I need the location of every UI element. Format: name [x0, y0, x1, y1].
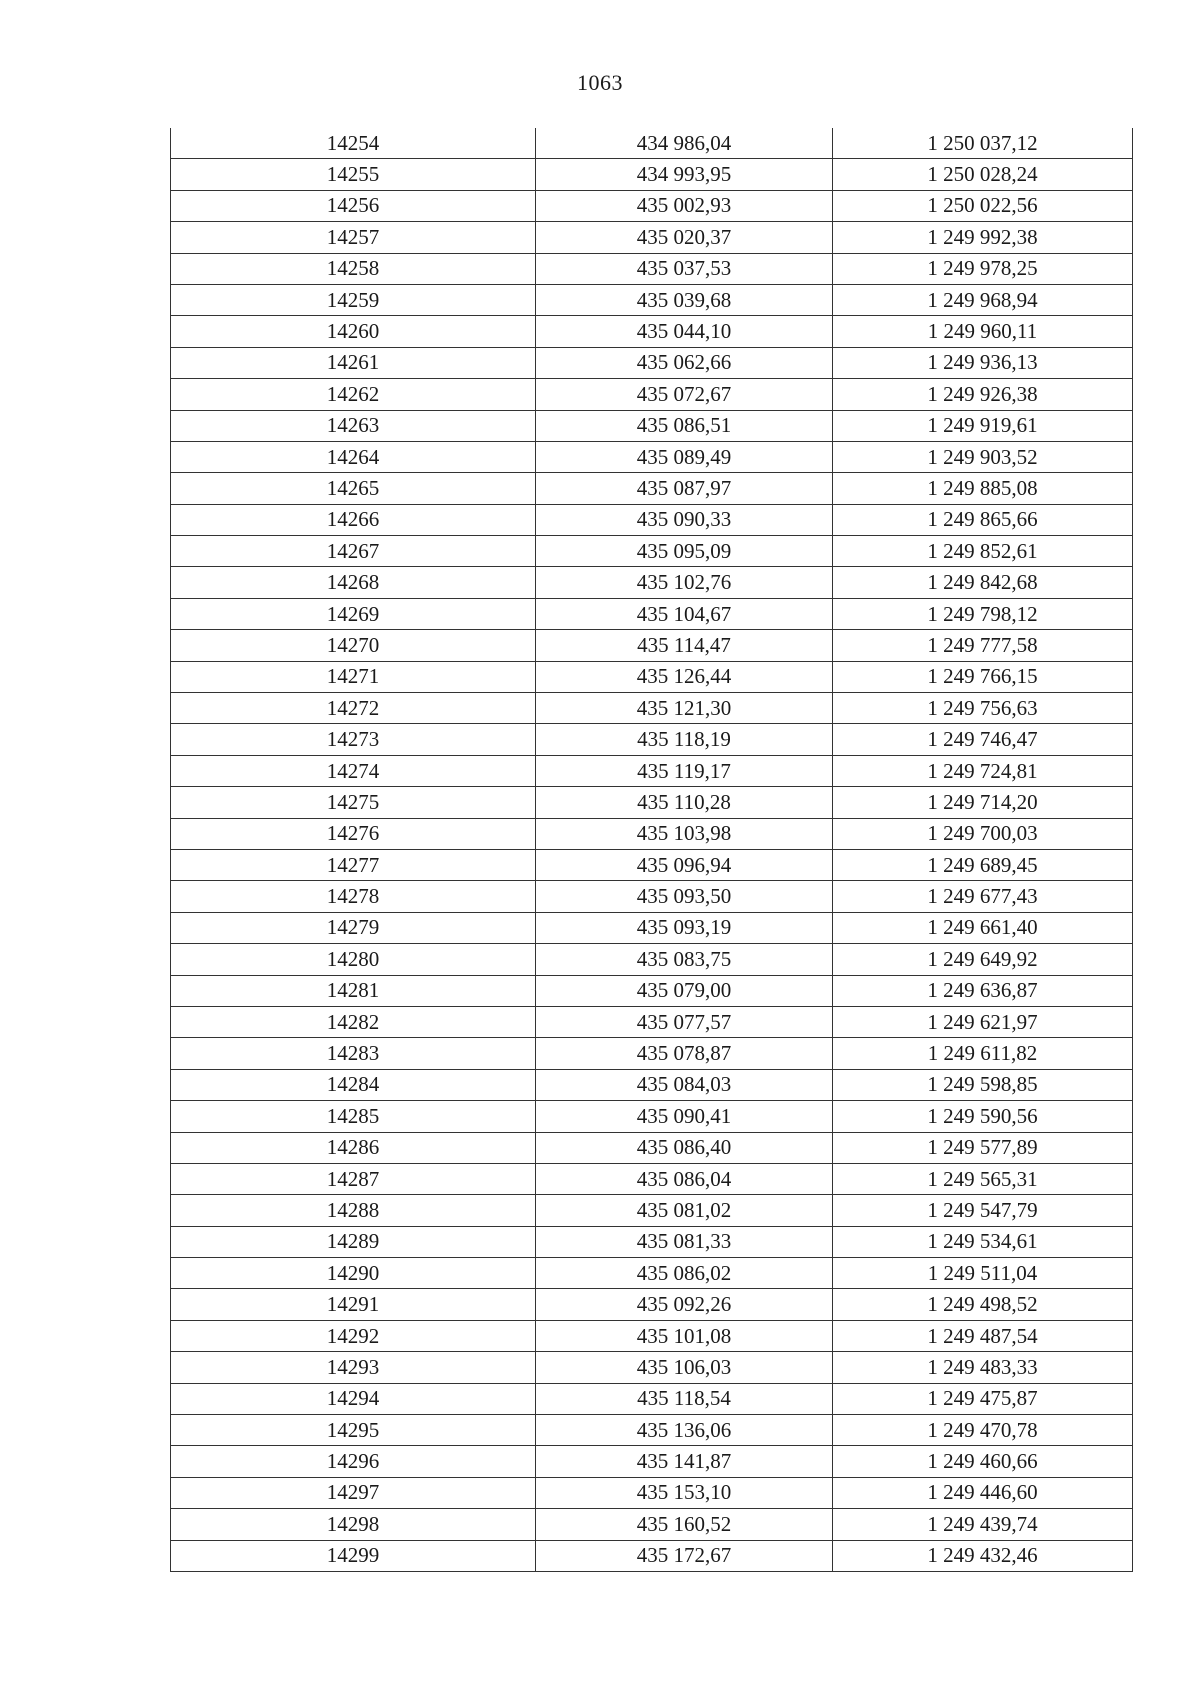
- x-coordinate-cell: 435 044,10: [536, 316, 833, 347]
- x-coordinate-cell: 435 086,40: [536, 1132, 833, 1163]
- x-coordinate-cell: 435 086,04: [536, 1163, 833, 1194]
- table-row: [171, 1163, 1133, 1194]
- point-number-cell: 14278: [171, 881, 536, 912]
- y-coordinate-cell: 1 249 798,12: [833, 598, 1133, 629]
- point-number-cell: 14295: [171, 1415, 536, 1446]
- point-number-cell: 14261: [171, 347, 536, 378]
- table-row: [171, 504, 1133, 535]
- y-coordinate-cell: 1 249 598,85: [833, 1069, 1133, 1100]
- point-number-cell: 14267: [171, 536, 536, 567]
- y-coordinate-cell: 1 250 028,24: [833, 159, 1133, 190]
- point-number-cell: 14296: [171, 1446, 536, 1477]
- table-row: [171, 818, 1133, 849]
- point-number-cell: 14259: [171, 284, 536, 315]
- x-coordinate-cell: 435 121,30: [536, 693, 833, 724]
- table-row: [171, 567, 1133, 598]
- point-number-cell: 14299: [171, 1540, 536, 1571]
- y-coordinate-cell: 1 249 852,61: [833, 536, 1133, 567]
- x-coordinate-cell: 435 078,87: [536, 1038, 833, 1069]
- x-coordinate-cell: 435 153,10: [536, 1477, 833, 1508]
- table-row: [171, 1352, 1133, 1383]
- y-coordinate-cell: 1 249 756,63: [833, 693, 1133, 724]
- table-row: [171, 1069, 1133, 1100]
- y-coordinate-cell: 1 249 590,56: [833, 1101, 1133, 1132]
- point-number-cell: 14282: [171, 1006, 536, 1037]
- point-number-cell: 14272: [171, 693, 536, 724]
- x-coordinate-cell: 435 092,26: [536, 1289, 833, 1320]
- table-row: [171, 1383, 1133, 1414]
- table-row: [171, 410, 1133, 441]
- x-coordinate-cell: 435 114,47: [536, 630, 833, 661]
- x-coordinate-cell: 435 077,57: [536, 1006, 833, 1037]
- coordinates-table: [170, 128, 1133, 1572]
- x-coordinate-cell: 435 160,52: [536, 1509, 833, 1540]
- y-coordinate-cell: 1 250 022,56: [833, 190, 1133, 221]
- point-number-cell: 14260: [171, 316, 536, 347]
- point-number-cell: 14280: [171, 944, 536, 975]
- table-row: [171, 222, 1133, 253]
- x-coordinate-cell: 435 089,49: [536, 441, 833, 472]
- table-row: [171, 1446, 1133, 1477]
- x-coordinate-cell: 435 079,00: [536, 975, 833, 1006]
- table-row: [171, 379, 1133, 410]
- table-row: [171, 1132, 1133, 1163]
- point-number-cell: 14273: [171, 724, 536, 755]
- y-coordinate-cell: 1 249 649,92: [833, 944, 1133, 975]
- x-coordinate-cell: 435 093,50: [536, 881, 833, 912]
- table-row: [171, 975, 1133, 1006]
- table-row: [171, 1226, 1133, 1257]
- y-coordinate-cell: 1 250 037,12: [833, 128, 1133, 159]
- point-number-cell: 14290: [171, 1258, 536, 1289]
- point-number-cell: 14289: [171, 1226, 536, 1257]
- y-coordinate-cell: 1 249 446,60: [833, 1477, 1133, 1508]
- page-number: 1063: [577, 70, 623, 95]
- x-coordinate-cell: 435 106,03: [536, 1352, 833, 1383]
- point-number-cell: 14265: [171, 473, 536, 504]
- table-row: [171, 849, 1133, 880]
- table-row: [171, 1415, 1133, 1446]
- y-coordinate-cell: 1 249 842,68: [833, 567, 1133, 598]
- table-row: [171, 787, 1133, 818]
- point-number-cell: 14291: [171, 1289, 536, 1320]
- y-coordinate-cell: 1 249 903,52: [833, 441, 1133, 472]
- table-row: [171, 944, 1133, 975]
- x-coordinate-cell: 435 101,08: [536, 1320, 833, 1351]
- table-row: [171, 347, 1133, 378]
- point-number-cell: 14292: [171, 1320, 536, 1351]
- x-coordinate-cell: 435 093,19: [536, 912, 833, 943]
- point-number-cell: 14294: [171, 1383, 536, 1414]
- y-coordinate-cell: 1 249 511,04: [833, 1258, 1133, 1289]
- point-number-cell: 14288: [171, 1195, 536, 1226]
- point-number-cell: 14257: [171, 222, 536, 253]
- point-number-cell: 14286: [171, 1132, 536, 1163]
- table-row: [171, 912, 1133, 943]
- x-coordinate-cell: 435 119,17: [536, 755, 833, 786]
- table-row: [171, 1006, 1133, 1037]
- y-coordinate-cell: 1 249 577,89: [833, 1132, 1133, 1163]
- x-coordinate-cell: 435 118,54: [536, 1383, 833, 1414]
- y-coordinate-cell: 1 249 547,79: [833, 1195, 1133, 1226]
- y-coordinate-cell: 1 249 777,58: [833, 630, 1133, 661]
- point-number-cell: 14281: [171, 975, 536, 1006]
- point-number-cell: 14275: [171, 787, 536, 818]
- y-coordinate-cell: 1 249 968,94: [833, 284, 1133, 315]
- point-number-cell: 14283: [171, 1038, 536, 1069]
- table-row: [171, 1038, 1133, 1069]
- x-coordinate-cell: 435 072,67: [536, 379, 833, 410]
- x-coordinate-cell: 435 002,93: [536, 190, 833, 221]
- y-coordinate-cell: 1 249 926,38: [833, 379, 1133, 410]
- x-coordinate-cell: 435 104,67: [536, 598, 833, 629]
- y-coordinate-cell: 1 249 470,78: [833, 1415, 1133, 1446]
- x-coordinate-cell: 435 103,98: [536, 818, 833, 849]
- y-coordinate-cell: 1 249 724,81: [833, 755, 1133, 786]
- y-coordinate-cell: 1 249 432,46: [833, 1540, 1133, 1571]
- point-number-cell: 14285: [171, 1101, 536, 1132]
- table-row: [171, 128, 1133, 159]
- point-number-cell: 14255: [171, 159, 536, 190]
- x-coordinate-cell: 435 102,76: [536, 567, 833, 598]
- x-coordinate-cell: 435 095,09: [536, 536, 833, 567]
- point-number-cell: 14277: [171, 849, 536, 880]
- x-coordinate-cell: 435 081,02: [536, 1195, 833, 1226]
- table-row: [171, 190, 1133, 221]
- x-coordinate-cell: 435 118,19: [536, 724, 833, 755]
- table-row: [171, 881, 1133, 912]
- y-coordinate-cell: 1 249 498,52: [833, 1289, 1133, 1320]
- point-number-cell: 14298: [171, 1509, 536, 1540]
- table-row: [171, 284, 1133, 315]
- table-row: [171, 159, 1133, 190]
- y-coordinate-cell: 1 249 960,11: [833, 316, 1133, 347]
- table-row: [171, 253, 1133, 284]
- table-row: [171, 661, 1133, 692]
- y-coordinate-cell: 1 249 661,40: [833, 912, 1133, 943]
- x-coordinate-cell: 435 096,94: [536, 849, 833, 880]
- point-number-cell: 14276: [171, 818, 536, 849]
- point-number-cell: 14262: [171, 379, 536, 410]
- x-coordinate-cell: 435 136,06: [536, 1415, 833, 1446]
- point-number-cell: 14266: [171, 504, 536, 535]
- point-number-cell: 14258: [171, 253, 536, 284]
- y-coordinate-cell: 1 249 746,47: [833, 724, 1133, 755]
- point-number-cell: 14287: [171, 1163, 536, 1194]
- point-number-cell: 14263: [171, 410, 536, 441]
- table-row: [171, 473, 1133, 504]
- x-coordinate-cell: 434 993,95: [536, 159, 833, 190]
- y-coordinate-cell: 1 249 714,20: [833, 787, 1133, 818]
- y-coordinate-cell: 1 249 475,87: [833, 1383, 1133, 1414]
- coordinates-table-body: [171, 128, 1133, 1571]
- y-coordinate-cell: 1 249 483,33: [833, 1352, 1133, 1383]
- table-row: [171, 755, 1133, 786]
- table-row: [171, 1289, 1133, 1320]
- y-coordinate-cell: 1 249 611,82: [833, 1038, 1133, 1069]
- x-coordinate-cell: 435 090,33: [536, 504, 833, 535]
- y-coordinate-cell: 1 249 621,97: [833, 1006, 1133, 1037]
- x-coordinate-cell: 435 172,67: [536, 1540, 833, 1571]
- table-row: [171, 1477, 1133, 1508]
- table-row: [171, 1258, 1133, 1289]
- y-coordinate-cell: 1 249 885,08: [833, 473, 1133, 504]
- x-coordinate-cell: 435 087,97: [536, 473, 833, 504]
- y-coordinate-cell: 1 249 677,43: [833, 881, 1133, 912]
- table-row: [171, 1540, 1133, 1571]
- x-coordinate-cell: 435 141,87: [536, 1446, 833, 1477]
- x-coordinate-cell: 435 086,02: [536, 1258, 833, 1289]
- table-row: [171, 536, 1133, 567]
- y-coordinate-cell: 1 249 865,66: [833, 504, 1133, 535]
- point-number-cell: 14279: [171, 912, 536, 943]
- table-row: [171, 630, 1133, 661]
- point-number-cell: 14284: [171, 1069, 536, 1100]
- y-coordinate-cell: 1 249 565,31: [833, 1163, 1133, 1194]
- table-row: [171, 693, 1133, 724]
- y-coordinate-cell: 1 249 978,25: [833, 253, 1133, 284]
- y-coordinate-cell: 1 249 636,87: [833, 975, 1133, 1006]
- y-coordinate-cell: 1 249 700,03: [833, 818, 1133, 849]
- point-number-cell: 14256: [171, 190, 536, 221]
- table-row: [171, 598, 1133, 629]
- y-coordinate-cell: 1 249 439,74: [833, 1509, 1133, 1540]
- point-number-cell: 14297: [171, 1477, 536, 1508]
- table-row: [171, 1101, 1133, 1132]
- point-number-cell: 14271: [171, 661, 536, 692]
- y-coordinate-cell: 1 249 936,13: [833, 347, 1133, 378]
- y-coordinate-cell: 1 249 919,61: [833, 410, 1133, 441]
- y-coordinate-cell: 1 249 992,38: [833, 222, 1133, 253]
- table-row: [171, 441, 1133, 472]
- table-row: [171, 1195, 1133, 1226]
- point-number-cell: 14293: [171, 1352, 536, 1383]
- y-coordinate-cell: 1 249 689,45: [833, 849, 1133, 880]
- x-coordinate-cell: 435 084,03: [536, 1069, 833, 1100]
- y-coordinate-cell: 1 249 460,66: [833, 1446, 1133, 1477]
- x-coordinate-cell: 434 986,04: [536, 128, 833, 159]
- x-coordinate-cell: 435 083,75: [536, 944, 833, 975]
- x-coordinate-cell: 435 037,53: [536, 253, 833, 284]
- x-coordinate-cell: 435 086,51: [536, 410, 833, 441]
- point-number-cell: 14269: [171, 598, 536, 629]
- x-coordinate-cell: 435 110,28: [536, 787, 833, 818]
- table-row: [171, 1320, 1133, 1351]
- x-coordinate-cell: 435 081,33: [536, 1226, 833, 1257]
- y-coordinate-cell: 1 249 766,15: [833, 661, 1133, 692]
- x-coordinate-cell: 435 020,37: [536, 222, 833, 253]
- y-coordinate-cell: 1 249 534,61: [833, 1226, 1133, 1257]
- table-row: [171, 1509, 1133, 1540]
- x-coordinate-cell: 435 126,44: [536, 661, 833, 692]
- point-number-cell: 14270: [171, 630, 536, 661]
- x-coordinate-cell: 435 090,41: [536, 1101, 833, 1132]
- table-row: [171, 724, 1133, 755]
- point-number-cell: 14264: [171, 441, 536, 472]
- point-number-cell: 14268: [171, 567, 536, 598]
- x-coordinate-cell: 435 039,68: [536, 284, 833, 315]
- point-number-cell: 14254: [171, 128, 536, 159]
- point-number-cell: 14274: [171, 755, 536, 786]
- y-coordinate-cell: 1 249 487,54: [833, 1320, 1133, 1351]
- table-row: [171, 316, 1133, 347]
- x-coordinate-cell: 435 062,66: [536, 347, 833, 378]
